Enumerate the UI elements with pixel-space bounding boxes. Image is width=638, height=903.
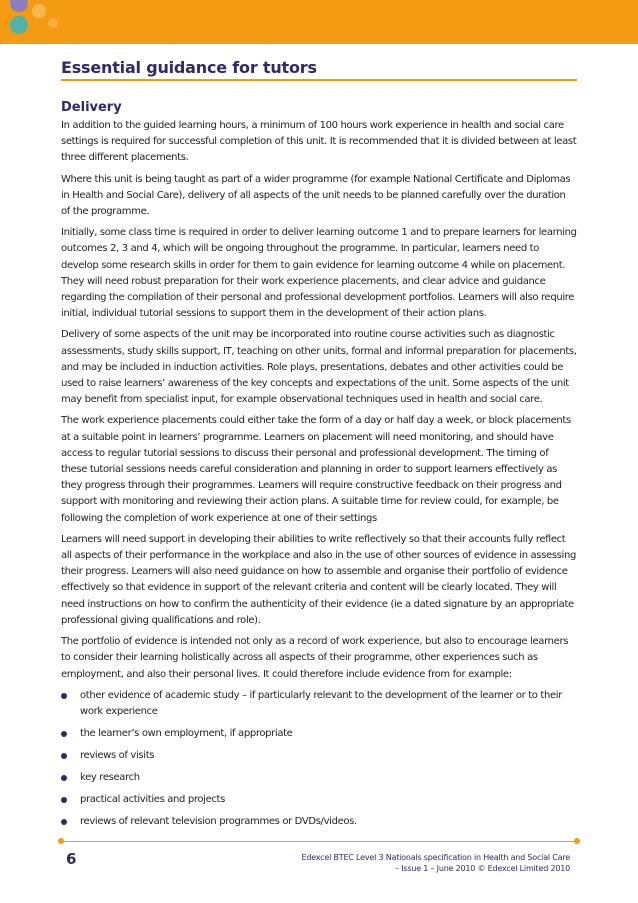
footer-citation (240, 852, 570, 874)
section-heading-delivery: Delivery (61, 100, 122, 115)
list-item-text: key research (80, 771, 140, 783)
bullet-icon (61, 797, 67, 803)
bullet-icon (61, 819, 67, 825)
list-item (61, 748, 577, 764)
list-item (61, 814, 577, 830)
paragraph: In addition to the guided learning hours, a minimum of 100 hours work experience in health and social care settings is required for successful completion of this unit. It is recommended that it is divided between at least three different placements. (61, 120, 577, 164)
paragraph: Delivery of some aspects of the unit may be incorporated into routine course activities such as diagnostic assessments, study skills support, IT, teaching on other units, formal and informal preparation for placements, and may be included in induction activities. Role plays, presentations, debates and other activities could be used to raise learners’ awareness of the key concepts and expectations of the unit. Some aspects of the unit may benefit from specialist input, for example observational techniques used in health and social care. (61, 329, 577, 406)
list-item-text: reviews of relevant television programmes or DVDs/videos. (80, 815, 357, 827)
list-item (61, 770, 577, 786)
bullet-icon (61, 731, 67, 737)
decorative-circle (10, 0, 28, 12)
bullet-icon (61, 753, 67, 759)
footer-line-2: – Issue 1 – June 2010 © Edexcel Limited 2010 (395, 864, 570, 873)
list-item-text: reviews of visits (80, 749, 155, 761)
list-item (61, 792, 577, 808)
paragraph: The portfolio of evidence is intended not only as a record of work experience, but also to encourage learners to consider their learning holistically across all aspects of their programme, other experiences such as employment, and also their personal lives. It could therefore include evidence from for example: (61, 636, 569, 680)
bullet-icon (61, 693, 67, 699)
decorative-circle (48, 18, 58, 28)
list-item-text: the learner’s own employment, if appropriate (80, 727, 293, 739)
footer-rule (61, 841, 577, 842)
footer-line-1: Edexcel BTEC Level 3 Nationals specification in Health and Social Care (301, 853, 570, 862)
page-title: Essential guidance for tutors (61, 58, 577, 81)
paragraph: Initially, some class time is required in order to deliver learning outcome 1 and to prepare learners for learning outcomes 2, 3 and 4, which will be ongoing throughout the programme. In particular, learners need to develop some research skills in order for them to gain evidence for learning outcome 4 while on placement. They will need robust preparation for their work experience placements, and clear advice and guidance regarding the compilation of their personal and professional development portfolios. Learners will also require initial, individual tutorial sessions to support them in the development of their action plans. (61, 227, 577, 320)
footer-rule-endpoint (574, 838, 580, 844)
list-item (61, 688, 577, 720)
page-content (61, 58, 577, 836)
bullet-icon (61, 775, 67, 781)
paragraph: The work experience placements could either take the form of a day or half day a week, or block placements at a suitable point in learners’ programme. Learners on placement will need monitoring, and should have access to regular tutorial sessions to discuss their personal and professional development. The timing of these tutorial sessions needs careful consideration and planning in order to support learners effectively as they progress through their programmes. Learners will require constructive feedback on their progress and support with monitoring and reviewing their action plans. A suitable time for review could, for example, be following the completion of work experience at one of their settings (61, 415, 571, 524)
paragraph: Learners will need support in developing their abilities to write reflectively so that their accounts fully reflect all aspects of their performance in the workplace and also in the use of other sources of evidence in assessing their progress. Learners will also need guidance on how to assemble and organise their portfolio of evidence effectively so that evidence in support of the relevant criteria and content will be clearly located. They will need instructions on how to confirm the authenticity of their evidence (ie a dated signature by an appropriate professional giving qualifications and role). (61, 533, 576, 626)
evidence-list (61, 688, 577, 830)
footer-rule-endpoint (58, 838, 64, 844)
page-number: 6 (66, 850, 77, 868)
list-item-text: other evidence of academic study – if particularly relevant to the development of the learner or to their work experience (80, 689, 562, 717)
paragraph: Where this unit is being taught as part of a wider programme (for example National Certificate and Diplomas in Health and Social Care), delivery of all aspects of the unit needs to be planned carefully over the duration of the programme. (61, 173, 571, 218)
decorative-circle (32, 4, 46, 18)
list-item-text: practical activities and projects (80, 793, 225, 805)
header-band (0, 0, 638, 44)
decorative-circle (10, 16, 28, 34)
list-item (61, 726, 577, 742)
